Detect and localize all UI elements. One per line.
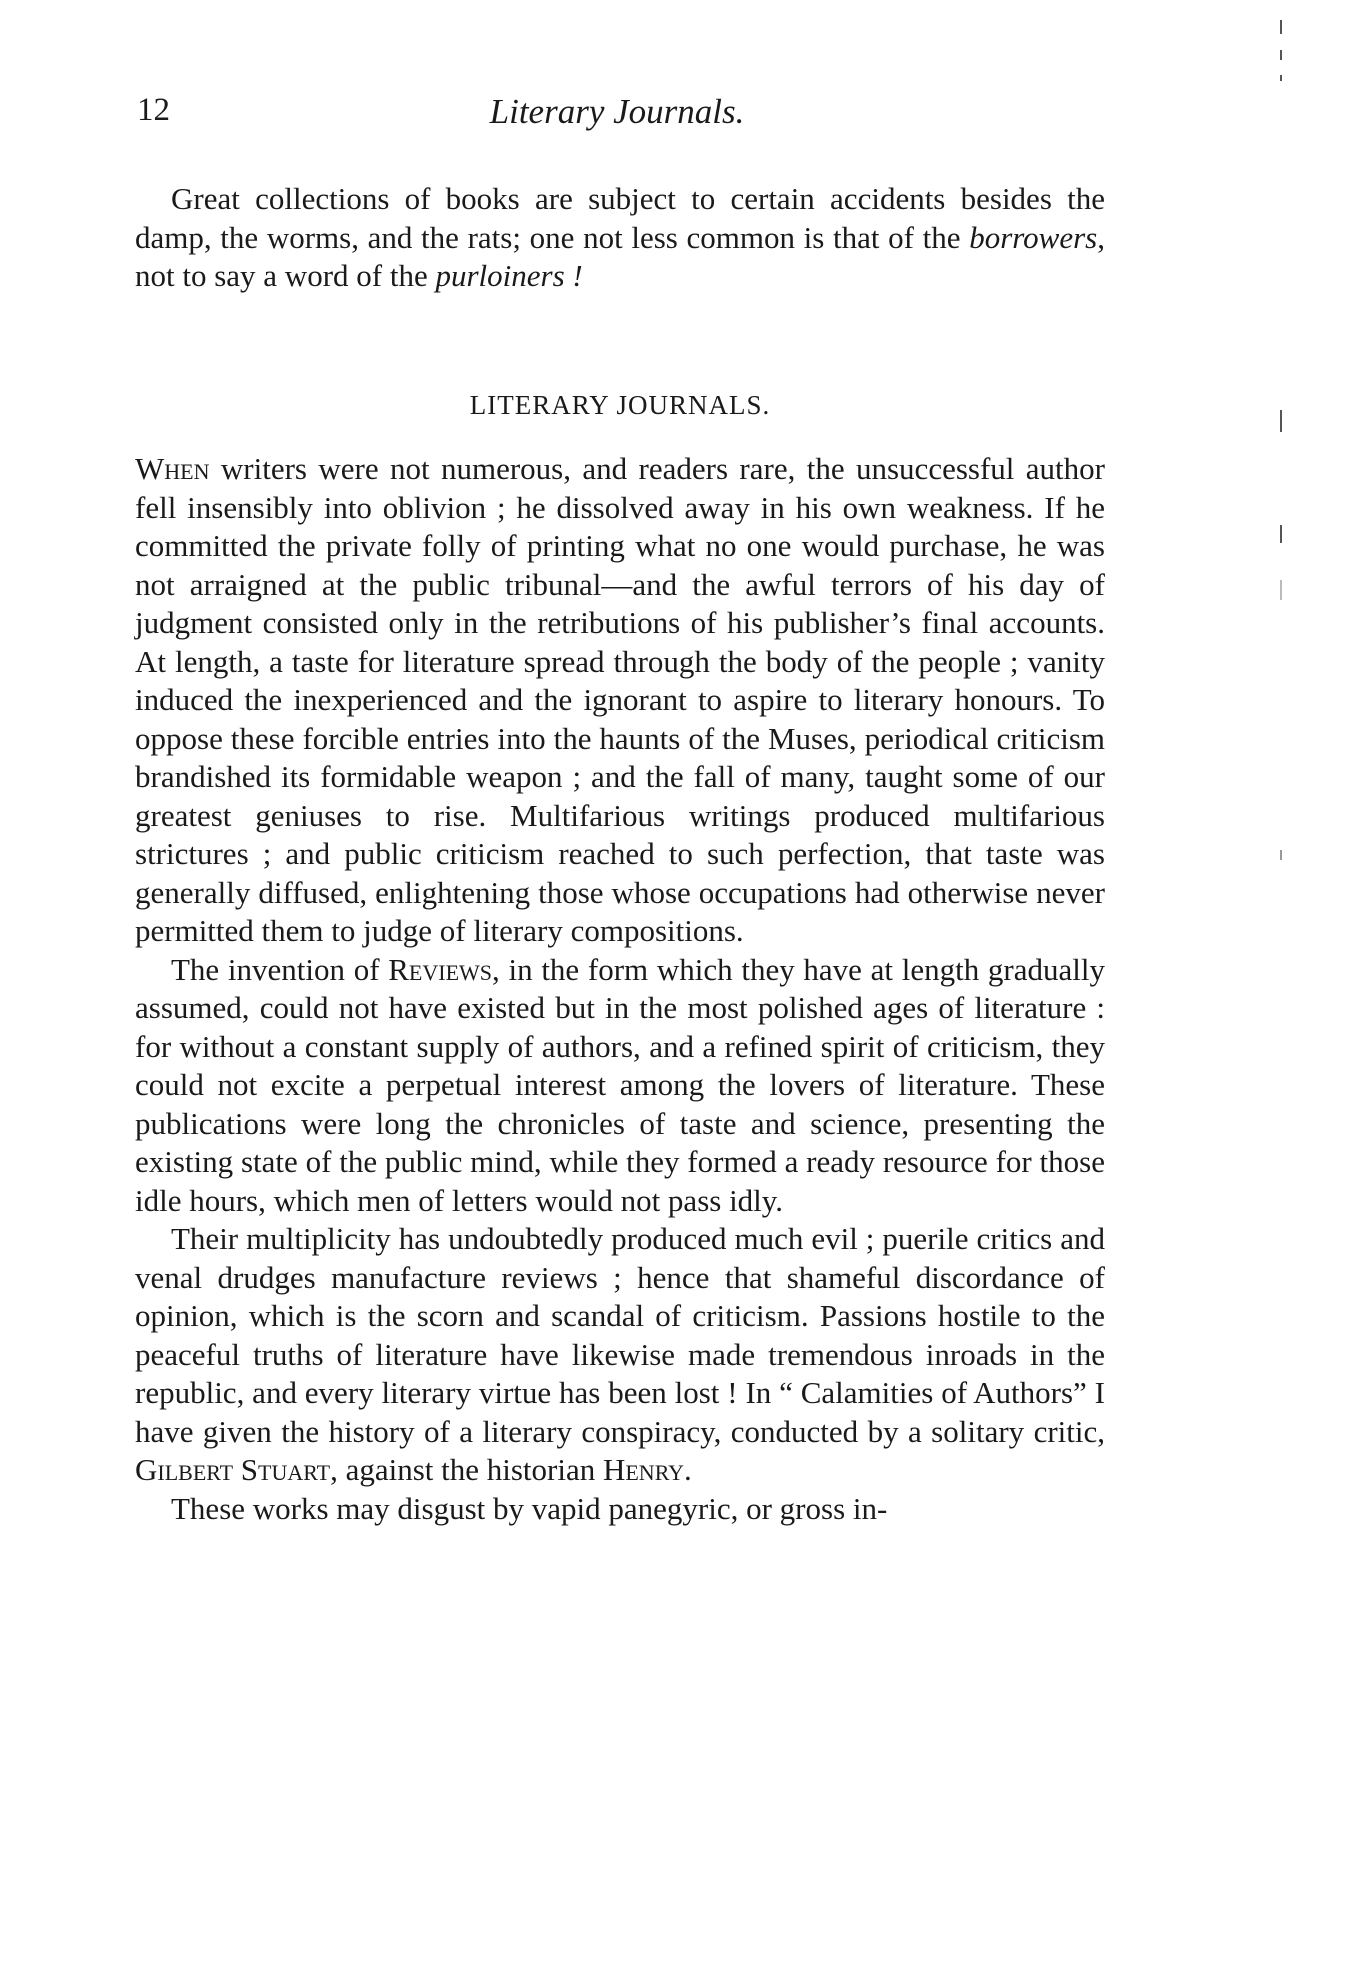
- paragraph-2-text-1: The invention of: [171, 951, 389, 987]
- article-body: [135, 450, 1105, 1528]
- name-henry: Henry: [602, 1452, 685, 1487]
- page-header: [137, 92, 1097, 142]
- intro-paragraph: [135, 180, 1105, 296]
- intro-italic-borrowers: borrowers: [969, 219, 1098, 255]
- speck-1: [1280, 20, 1282, 34]
- section-heading: LITERARY JOURNALS.: [469, 390, 771, 420]
- paragraph-2-text-2: , in the form which they have at length gradually assumed, could not have existed but in the most polished ages of literature : for without a constant supply of authors, and a refined spirit of criticism, they could not excite a perpetual interest among the lovers of literature. These publications were long the chronicles of taste and science, presenting the existing state of the public mind, while they formed a ready resource for those idle hours, which men of letters would not pass idly.: [135, 951, 1105, 1218]
- speck-2: [1280, 50, 1282, 60]
- paragraph-1-text: writers were not numerous, and readers rare, the unsuccessful author fell insensibly into oblivion ; he dissolved away in his own weakness. If he committed the private folly of printing what no one would purchase, he was not arraigned at the public tribunal—and the awful terrors of his day of judgment consisted only in the retributions of his publisher’s final accounts. At length, a taste for literature spread through the body of the people ; vanity induced the inexperienced and the ignorant to aspire to literary honours. To oppose these forcible entries into the haunts of the Muses, periodical criticism brandished its formidable weapon ; and the fall of many, taught some of our greatest geniuses to rise. Multifarious writings produced multifarious strictures ; and public criticism reached to such perfection, that taste was generally diffused, enlightening those whose occupations had otherwise never permitted them to judge of literary compositions.: [135, 451, 1105, 948]
- page-number: 12: [137, 92, 170, 128]
- speck-7: [1280, 850, 1282, 860]
- paragraph-2: [135, 951, 1105, 1221]
- speck-6: [1280, 580, 1282, 600]
- intro-text-2: , not to say a word of the: [135, 219, 1105, 293]
- paragraph-4-text: These works may disgust by vapid panegyric, or gross in-: [171, 1490, 888, 1526]
- intro-italic-purloiners: purloiners !: [435, 258, 583, 293]
- name-gilbert-stuart: Gilbert Stuart: [135, 1452, 331, 1487]
- reviews-word: Reviews: [388, 951, 493, 987]
- drop-word: When: [135, 451, 210, 486]
- speck-3: [1280, 75, 1282, 81]
- speck-4: [1280, 410, 1282, 432]
- intro-text-1: Great collections of books are subject to certain accidents besides the damp, the worms, and the rats; one not less common is that of the: [135, 181, 1105, 255]
- margin-specks: [1278, 20, 1290, 1020]
- paragraph-4: [135, 1490, 1105, 1529]
- paragraph-3: [135, 1220, 1105, 1490]
- paragraph-1: [135, 450, 1105, 951]
- speck-5: [1280, 525, 1282, 543]
- paragraph-3-text-1: Their multiplicity has undoubtedly produced much evil ; puerile critics and venal drudges manufacture reviews ; hence that shameful discordance of opinion, which is the scorn and scandal of criticism. Passions hostile to the peaceful truths of literature have likewise made tremendous inroads in the republic, and every literary virtue has been lost ! In “ Calamities of Authors” I have given the history of a literary conspiracy, conducted by a solitary critic,: [135, 1221, 1105, 1449]
- paragraph-3-text-3: .: [684, 1452, 692, 1487]
- paragraph-3-text-2: , against the historian: [330, 1452, 603, 1487]
- running-title: Literary Journals.: [489, 92, 745, 131]
